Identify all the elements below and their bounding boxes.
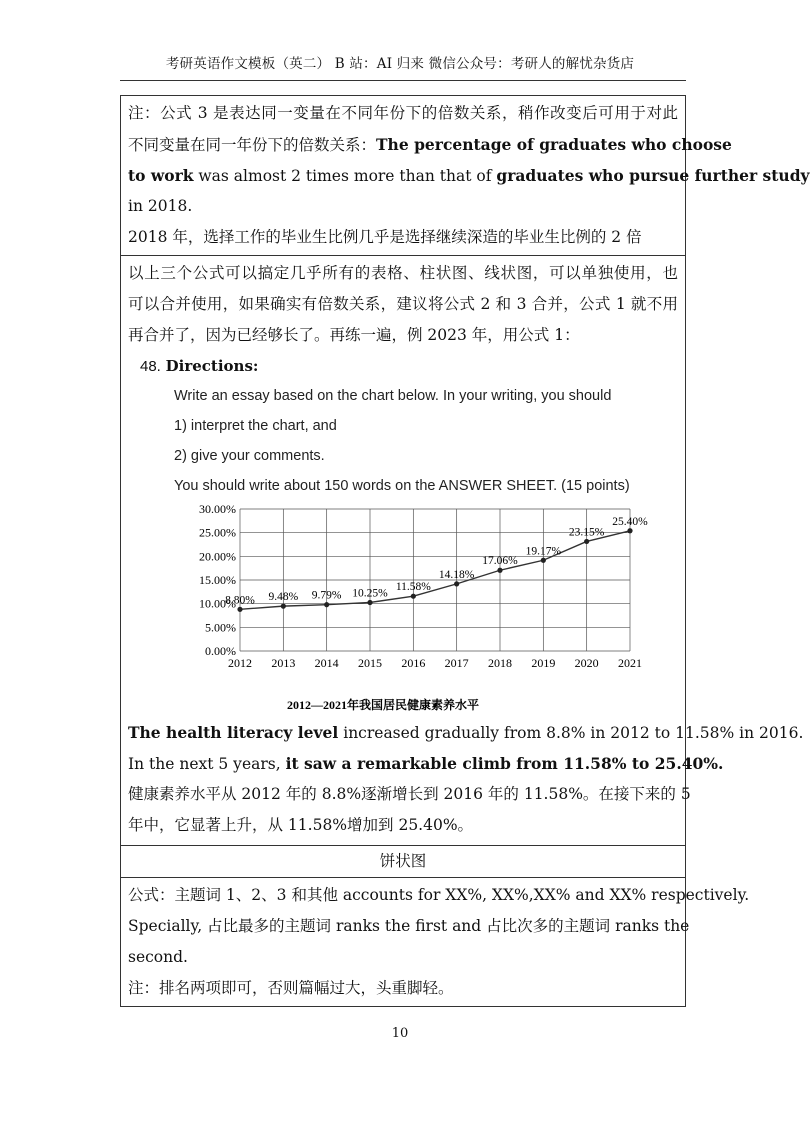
data-point [411,594,416,599]
x-axis-ticks [228,656,642,670]
pie-line-2: Specially, 占比最多的主题词 ranks the first and 占比次多的主题词 ranks the [128,917,690,935]
data-label: 25.40% [612,515,648,528]
y-tick-label: 10.00% [199,596,236,611]
data-label: 23.15% [568,526,605,539]
pie-formula-cell [121,878,750,1006]
data-point [237,607,242,612]
question-line: You should write about 150 words on the ANSWER SHEET. (15 points) [174,478,630,494]
content-table [120,95,810,1007]
x-tick-label: 2020 [574,656,599,670]
question-title [140,351,678,381]
question-heading: Directions: [165,357,259,375]
header-rule [120,80,686,81]
pie-line-1: 公式：主题词 1、2、3 和其他 accounts for XX%, XX%,XX% and XX% respectively. [128,886,750,904]
pie-line-4: 注：排名两项即可，否则篇幅过大，头重脚轻。 [128,979,454,997]
answer-en-2-plain: In the next 5 years, [128,755,286,773]
data-label: 17.06% [482,555,518,568]
note-line-3 [128,160,810,191]
answer-en-1-plain: increased gradually from 8.8% in 2012 to 11.58% in 2016. [338,724,804,742]
question-line: 1) interpret the chart, and [174,418,337,434]
formula-note-cell [121,96,810,256]
data-point [541,558,546,563]
chart-title: 2012—2021年我国居民健康素养水平 [286,698,480,712]
x-tick-label: 2017 [444,656,469,670]
example-cell [121,256,804,846]
x-tick-label: 2014 [314,656,339,670]
note-line-3-plain: was almost 2 times more than that of [193,167,497,185]
page-number: 10 [391,1026,409,1041]
question-number: 48. [140,358,161,375]
y-tick-label: 0.00% [205,644,236,658]
x-tick-label: 2021 [618,656,642,670]
data-point [324,602,329,607]
question-line: Write an essay based on the chart below. In your writing, you should [174,388,612,404]
y-axis-ticks [199,502,236,658]
example-line-2: 可以合并使用，如果确实有倍数关系，建议将公式 2 和 3 合并，公式 1 就不用 [128,295,678,313]
note-line-3-bold-a: to work [128,166,194,185]
answer-en-1-bold: The health literacy level [128,723,339,742]
answer-en-line-1 [128,717,804,748]
line-chart [140,501,660,715]
y-tick-label: 30.00% [199,502,236,516]
data-point [281,604,286,609]
data-label: 11.58% [395,581,431,594]
note-line-3-bold-b: graduates who pursue further study [496,166,810,185]
series-line [240,531,630,610]
data-label: 10.25% [352,587,388,600]
pie-section-title: 饼状图 [379,852,427,870]
data-label: 9.48% [268,591,299,604]
x-tick-label: 2019 [531,656,556,670]
data-point [497,568,502,573]
pie-line-3: second. [128,948,188,966]
y-tick-label: 20.00% [199,549,236,564]
example-line-3: 再合并了，因为已经够长了。再练一遍，例 2023 年，用公式 1： [128,326,580,344]
answer-cn-line-2: 年中，它显著上升，从 11.58%增加到 25.40%。 [128,816,474,834]
data-label: 9.79% [311,589,342,602]
data-point [627,528,632,533]
example-line-1: 以上三个公式可以搞定几乎所有的表格、柱状图、线状图，可以单独使用，也 [128,264,678,282]
data-point [454,581,459,586]
data-label: 14.18% [438,568,475,581]
question-line: 2) give your comments. [174,448,325,464]
page-header: 考研英语作文模板（英二） B 站：AI 归来 微信公众号：考研人的解忧杂货店 [165,56,635,72]
pie-section-header [121,846,685,878]
data-point [367,600,372,605]
answer-en-line-2 [128,748,724,779]
x-tick-label: 2016 [401,656,426,670]
note-line-5: 2018 年，选择工作的毕业生比例几乎是选择继续深造的毕业生比例的 2 倍 [128,228,642,246]
answer-cn-line-1: 健康素养水平从 2012 年的 8.8%逐渐增长到 2016 年的 11.58%。在接下来的 5 [128,785,691,803]
x-tick-label: 2018 [488,656,512,670]
note-line-1: 注：公式 3 是表达同一变量在不同年份下的倍数关系，稍作改变后可用于对此 [128,104,678,122]
x-tick-label: 2015 [358,656,382,670]
data-labels [225,516,648,607]
x-tick-label: 2013 [271,656,296,670]
data-label: 19.17% [525,545,562,558]
note-line-4: in 2018. [128,197,193,215]
note-line-2-en: The percentage of graduates who choose [376,135,732,154]
x-tick-label: 2012 [228,656,252,670]
exam-question [128,351,678,715]
data-label: 8.80% [225,594,255,607]
y-tick-label: 5.00% [205,620,236,635]
y-tick-label: 15.00% [199,573,236,587]
answer-en-2-bold: it saw a remarkable climb from 11.58% to 25.40%. [285,754,724,773]
note-line-2 [128,129,732,160]
note-line-2-cn: 不同变量在同一年份下的倍数关系： [128,136,377,154]
y-tick-label: 25.00% [199,525,236,540]
data-point [584,539,589,544]
